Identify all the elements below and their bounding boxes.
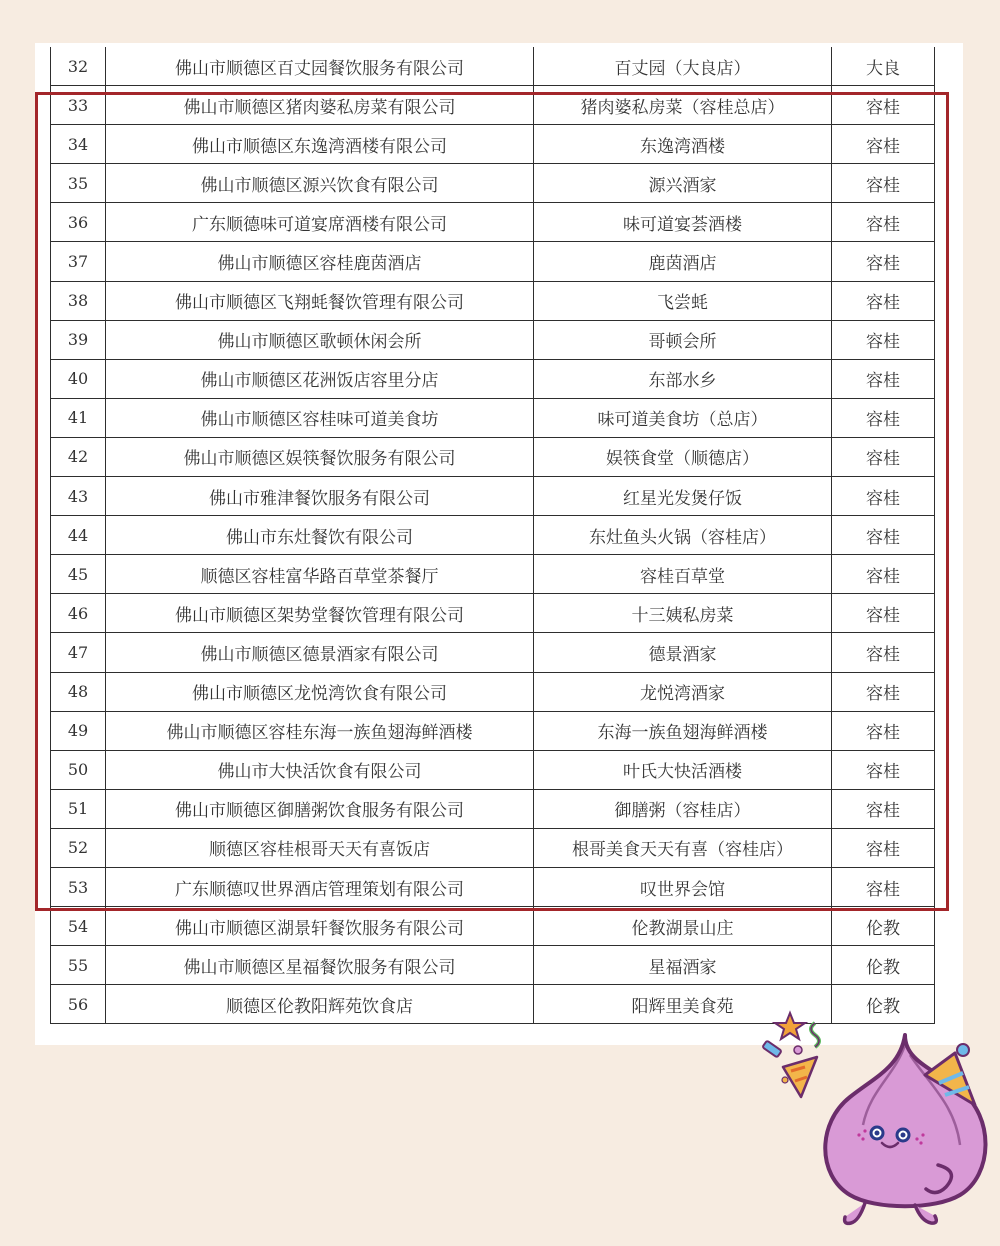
restaurant-table (50, 47, 935, 1024)
onion-mascot-icon (755, 1005, 1000, 1246)
area-name: 容桂 (832, 359, 935, 398)
area-name: 容桂 (832, 789, 935, 828)
table-row (51, 320, 935, 359)
area-name: 容桂 (832, 164, 935, 203)
row-number: 51 (51, 789, 106, 828)
row-number: 45 (51, 555, 106, 594)
company-name: 佛山市顺德区龙悦湾饮食有限公司 (106, 672, 534, 711)
shop-name: 鹿茵酒店 (534, 242, 832, 281)
table-row (51, 946, 935, 985)
company-name: 佛山市顺德区花洲饭店容里分店 (106, 359, 534, 398)
shop-name: 东海一族鱼翅海鲜酒楼 (534, 711, 832, 750)
company-name: 佛山市顺德区东逸湾酒楼有限公司 (106, 125, 534, 164)
table-row (51, 242, 935, 281)
restaurant-table-body (51, 47, 935, 1024)
table-row (51, 555, 935, 594)
row-number: 54 (51, 907, 106, 946)
company-name: 佛山市顺德区架势堂餐饮管理有限公司 (106, 594, 534, 633)
table-row (51, 750, 935, 789)
shop-name: 东灶鱼头火锅（容桂店） (534, 516, 832, 555)
shop-name: 源兴酒家 (534, 164, 832, 203)
company-name: 佛山市顺德区容桂鹿茵酒店 (106, 242, 534, 281)
row-number: 48 (51, 672, 106, 711)
area-name: 容桂 (832, 867, 935, 906)
company-name: 顺德区伦教阳辉苑饮食店 (106, 985, 534, 1024)
shop-name: 德景酒家 (534, 633, 832, 672)
row-number: 42 (51, 437, 106, 476)
row-number: 39 (51, 320, 106, 359)
table-row (51, 789, 935, 828)
row-number: 40 (51, 359, 106, 398)
table-row (51, 281, 935, 320)
area-name: 容桂 (832, 437, 935, 476)
area-name: 容桂 (832, 672, 935, 711)
table-row (51, 203, 935, 242)
table-row (51, 907, 935, 946)
company-name: 佛山市顺德区源兴饮食有限公司 (106, 164, 534, 203)
table-row (51, 125, 935, 164)
row-number: 55 (51, 946, 106, 985)
shop-name: 伦教湖景山庄 (534, 907, 832, 946)
shop-name: 百丈园（大良店） (534, 47, 832, 86)
company-name: 佛山市顺德区湖景轩餐饮服务有限公司 (106, 907, 534, 946)
company-name: 佛山市顺德区飞翔蚝餐饮管理有限公司 (106, 281, 534, 320)
shop-name: 东部水乡 (534, 359, 832, 398)
shop-name: 娱筷食堂（顺德店） (534, 437, 832, 476)
shop-name: 东逸湾酒楼 (534, 125, 832, 164)
area-name: 容桂 (832, 633, 935, 672)
area-name: 容桂 (832, 320, 935, 359)
table-row (51, 633, 935, 672)
company-name: 佛山市顺德区容桂味可道美食坊 (106, 398, 534, 437)
area-name: 大良 (832, 47, 935, 86)
area-name: 伦教 (832, 946, 935, 985)
table-row (51, 477, 935, 516)
table-row (51, 516, 935, 555)
row-number: 32 (51, 47, 106, 86)
shop-name: 哥顿会所 (534, 320, 832, 359)
row-number: 33 (51, 86, 106, 125)
area-name: 容桂 (832, 555, 935, 594)
area-name: 容桂 (832, 477, 935, 516)
row-number: 34 (51, 125, 106, 164)
shop-name: 叶氏大快活酒楼 (534, 750, 832, 789)
company-name: 佛山市东灶餐饮有限公司 (106, 516, 534, 555)
shop-name: 阳辉里美食苑 (534, 985, 832, 1024)
table-row (51, 164, 935, 203)
table-row (51, 867, 935, 906)
row-number: 56 (51, 985, 106, 1024)
table-row (51, 594, 935, 633)
shop-name: 龙悦湾酒家 (534, 672, 832, 711)
table-row (51, 672, 935, 711)
company-name: 佛山市顺德区百丈园餐饮服务有限公司 (106, 47, 534, 86)
company-name: 广东顺德味可道宴席酒楼有限公司 (106, 203, 534, 242)
area-name: 容桂 (832, 281, 935, 320)
table-row (51, 47, 935, 86)
area-name: 容桂 (832, 398, 935, 437)
area-name: 容桂 (832, 828, 935, 867)
table-row (51, 398, 935, 437)
company-name: 佛山市雅津餐饮服务有限公司 (106, 477, 534, 516)
company-name: 顺德区容桂富华路百草堂茶餐厅 (106, 555, 534, 594)
shop-name: 飞尝蚝 (534, 281, 832, 320)
company-name: 佛山市顺德区猪肉婆私房菜有限公司 (106, 86, 534, 125)
shop-name: 味可道美食坊（总店） (534, 398, 832, 437)
company-name: 佛山市顺德区星福餐饮服务有限公司 (106, 946, 534, 985)
row-number: 44 (51, 516, 106, 555)
company-name: 佛山市顺德区容桂东海一族鱼翅海鲜酒楼 (106, 711, 534, 750)
shop-name: 星福酒家 (534, 946, 832, 985)
table-row (51, 711, 935, 750)
row-number: 49 (51, 711, 106, 750)
shop-name: 十三姨私房菜 (534, 594, 832, 633)
row-number: 41 (51, 398, 106, 437)
area-name: 容桂 (832, 516, 935, 555)
area-name: 伦教 (832, 907, 935, 946)
area-name: 容桂 (832, 86, 935, 125)
company-name: 佛山市顺德区歌顿休闲会所 (106, 320, 534, 359)
table-row (51, 437, 935, 476)
company-name: 佛山市顺德区娱筷餐饮服务有限公司 (106, 437, 534, 476)
shop-name: 味可道宴荟酒楼 (534, 203, 832, 242)
area-name: 容桂 (832, 203, 935, 242)
shop-name: 红星光发煲仔饭 (534, 477, 832, 516)
shop-name: 容桂百草堂 (534, 555, 832, 594)
row-number: 50 (51, 750, 106, 789)
row-number: 43 (51, 477, 106, 516)
shop-name: 根哥美食天天有喜（容桂店） (534, 828, 832, 867)
row-number: 38 (51, 281, 106, 320)
table-row (51, 86, 935, 125)
company-name: 广东顺德叹世界酒店管理策划有限公司 (106, 867, 534, 906)
company-name: 顺德区容桂根哥天天有喜饭店 (106, 828, 534, 867)
area-name: 伦教 (832, 985, 935, 1024)
area-name: 容桂 (832, 750, 935, 789)
row-number: 47 (51, 633, 106, 672)
area-name: 容桂 (832, 594, 935, 633)
row-number: 46 (51, 594, 106, 633)
shop-name: 御膳粥（容桂店） (534, 789, 832, 828)
company-name: 佛山市大快活饮食有限公司 (106, 750, 534, 789)
row-number: 37 (51, 242, 106, 281)
row-number: 52 (51, 828, 106, 867)
area-name: 容桂 (832, 242, 935, 281)
area-name: 容桂 (832, 125, 935, 164)
table-row (51, 359, 935, 398)
area-name: 容桂 (832, 711, 935, 750)
shop-name: 叹世界会馆 (534, 867, 832, 906)
row-number: 35 (51, 164, 106, 203)
company-name: 佛山市顺德区御膳粥饮食服务有限公司 (106, 789, 534, 828)
row-number: 53 (51, 867, 106, 906)
row-number: 36 (51, 203, 106, 242)
shop-name: 猪肉婆私房菜（容桂总店） (534, 86, 832, 125)
company-name: 佛山市顺德区德景酒家有限公司 (106, 633, 534, 672)
table-row (51, 828, 935, 867)
